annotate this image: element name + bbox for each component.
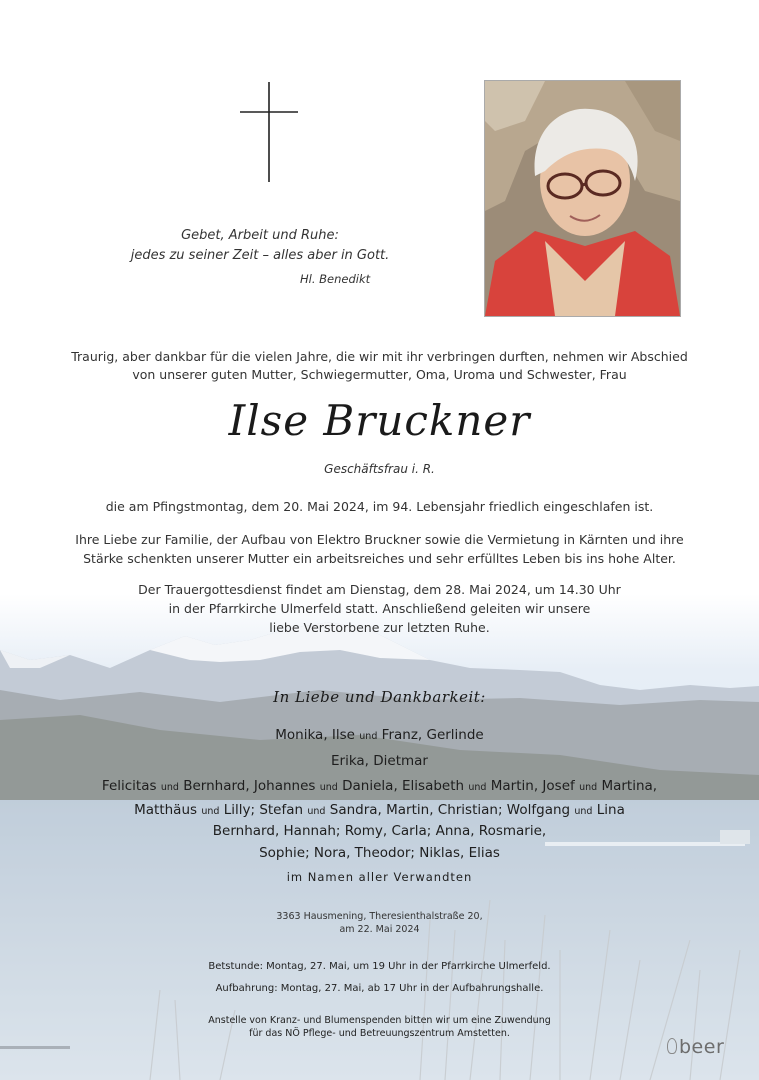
quote-line-2: jedes zu seiner Zeit – alles aber in Gott. (130, 248, 390, 263)
mourner-names: Martin, Josef (490, 778, 575, 794)
intro-line-2: von unserer guten Mutter, Schwiegermutter, Oma, Uroma und Schwester, Frau (132, 367, 627, 382)
and-word: und (579, 782, 598, 793)
service-line-3: liebe Verstorbene zur letzten Ruhe. (269, 620, 490, 635)
and-word: und (319, 782, 338, 793)
donation-line-1: Anstelle von Kranz- und Blumenspenden bitten wir um eine Zuwendung (208, 1015, 551, 1026)
prayer-info: Betstunde: Montag, 27. Mai, um 19 Uhr in der Pfarrkirche Ulmerfeld. (208, 961, 551, 972)
mourners-line-3 (0, 775, 759, 799)
mourners-grandchildren (0, 775, 759, 823)
viewing-info: Aufbahrung: Montag, 27. Mai, ab 17 Uhr in der Aufbahrungshalle. (215, 983, 544, 994)
and-word: und (201, 806, 220, 817)
mourner-names: Matthäus (134, 802, 198, 818)
portrait-image (485, 81, 680, 316)
and-word: und (160, 782, 179, 793)
mourners-line-1 (0, 724, 759, 748)
mourner-names: Martina, (601, 778, 658, 794)
mourners-line-2: Erika, Dietmar (331, 753, 428, 769)
address-line-1: 3363 Hausmening, Theresienthalstraße 20, (276, 911, 483, 922)
mourner-names: Lilly; Stefan (223, 802, 304, 818)
mourner-names: Sandra, Martin, Christian; Wolfgang (329, 802, 571, 818)
address-line-2: am 22. Mai 2024 (339, 924, 420, 935)
funeral-home-logo (667, 1036, 724, 1058)
mourner-names: Monika, Ilse (275, 727, 355, 743)
mourner-names: Lina (596, 802, 625, 818)
relatives-text: im Namen aller Verwandten (286, 870, 473, 884)
intro-line-1: Traurig, aber dankbar für die vielen Jahre, die wir mit ihr verbringen durften, nehmen wir Abschied (71, 349, 688, 364)
life-line-2: Stärke schenkten unserer Mutter ein arbeitsreiches und sehr erfülltes Leben bis ins hohe Alter. (83, 551, 676, 566)
and-word: und (468, 782, 487, 793)
mourners-line-5: Bernhard, Hannah; Romy, Carla; Anna, Rosmarie, (212, 823, 547, 839)
passing-text: die am Pfingstmontag, dem 20. Mai 2024, im 94. Lebensjahr friedlich eingeschlafen ist. (105, 499, 654, 514)
donation-note (0, 1014, 759, 1040)
deceased-occupation: Geschäftsfrau i. R. (324, 462, 435, 476)
service-text (0, 580, 759, 637)
mourner-names: Franz, Gerlinde (381, 727, 484, 743)
life-text (0, 530, 759, 568)
mourners-heading: In Liebe und Dankbarkeit: (273, 688, 486, 706)
and-word: und (359, 731, 378, 742)
and-word: und (574, 806, 593, 817)
mourner-names: Daniela, Elisabeth (342, 778, 465, 794)
quote-author: Hl. Benedikt (300, 272, 371, 286)
mourners-line-6: Sophie; Nora, Theodor; Niklas, Elias (259, 845, 500, 861)
mourners-great-grandchildren (0, 820, 759, 864)
leaf-icon (667, 1038, 677, 1054)
mourner-names: Felicitas (101, 778, 157, 794)
portrait-photo (484, 80, 681, 317)
address (0, 910, 759, 936)
cross-icon (240, 82, 298, 182)
intro-text (0, 348, 759, 384)
service-line-2: in der Pfarrkirche Ulmerfeld statt. Anschließend geleiten wir unsere (168, 601, 591, 616)
quote (120, 226, 400, 266)
service-line-1: Der Trauergottesdienst findet am Dienstag, dem 28. Mai 2024, um 14.30 Uhr (138, 582, 621, 597)
life-line-1: Ihre Liebe zur Familie, der Aufbau von Elektro Bruckner sowie die Vermietung in Kärnten und ihre (75, 532, 684, 547)
and-word: und (307, 806, 326, 817)
mourner-names: Bernhard, Johannes (183, 778, 316, 794)
quote-line-1: Gebet, Arbeit und Ruhe: (181, 228, 339, 243)
deceased-name: Ilse Bruckner (228, 396, 531, 445)
donation-line-2: für das NÖ Pflege- und Betreuungszentrum Amstetten. (249, 1028, 510, 1039)
logo-text: beer (679, 1036, 725, 1058)
